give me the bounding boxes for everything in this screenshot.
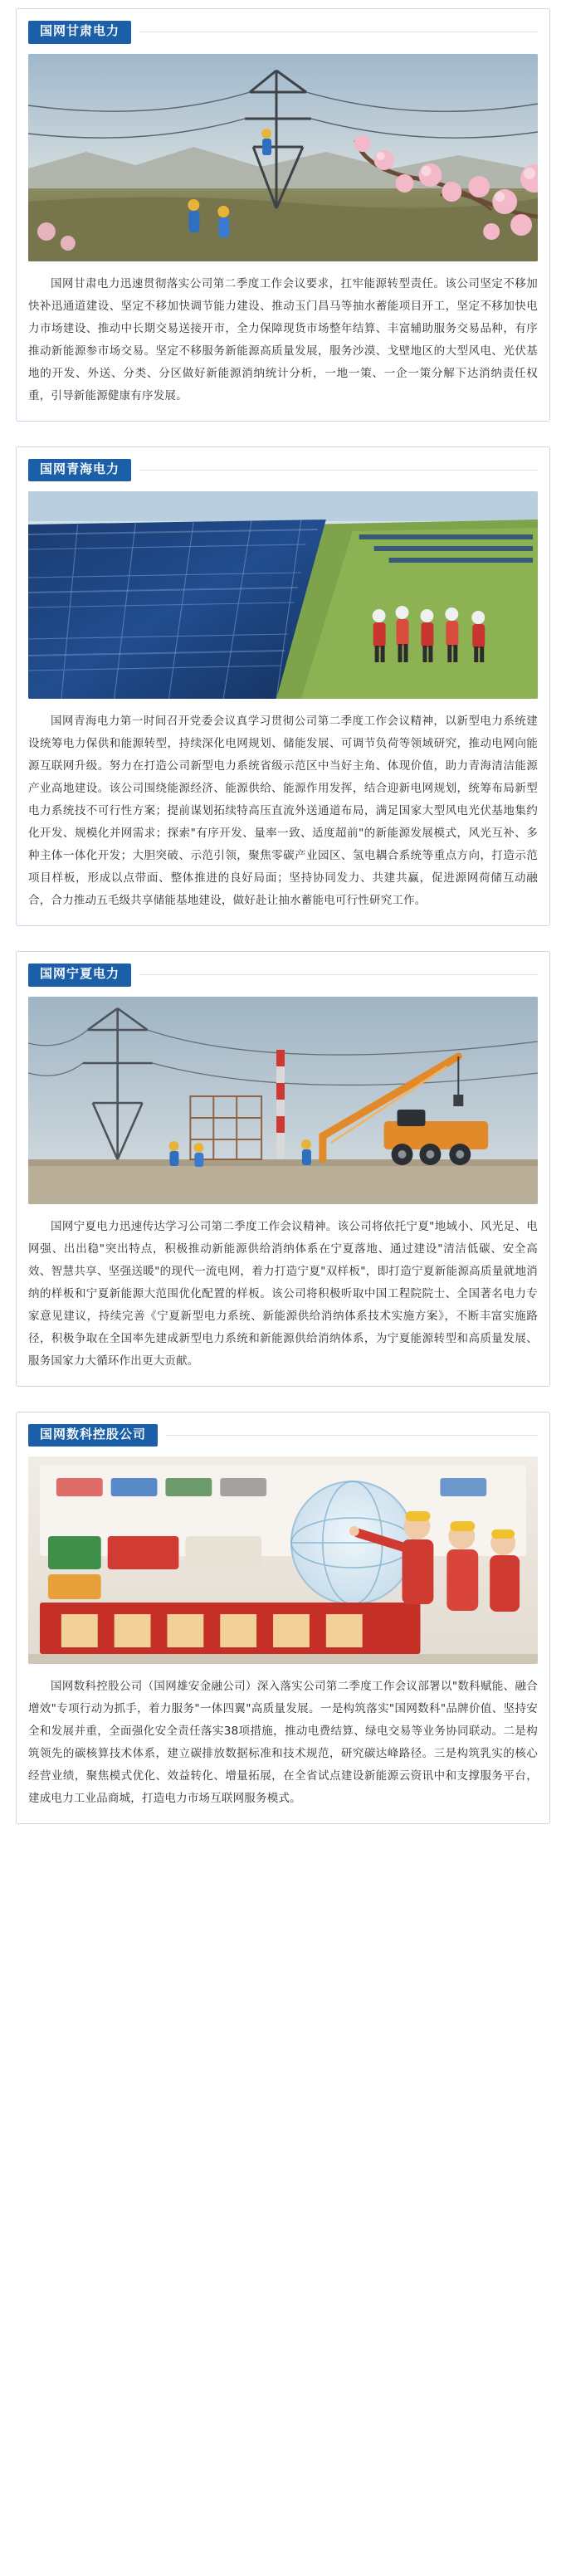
article-card-qinghai — [16, 446, 550, 927]
article-card-gansu — [16, 8, 550, 422]
section-title-qinghai: 国网青海电力 — [28, 459, 131, 482]
section-title-shuke: 国网数科控股公司 — [28, 1424, 158, 1447]
header-divider — [139, 974, 538, 975]
article-card-ningxia — [16, 951, 550, 1387]
section-title-gansu: 国网甘肃电力 — [28, 21, 131, 44]
article-body-ningxia: 国网宁夏电力迅速传达学习公司第二季度工作会议精神。该公司将依托宁夏"地域小、风光足、电网强、出出稳"突出特点，积极推动新能源供给消纳体系在宁夏落地、通过建设"清洁低碳、安全高效、智慧共享、坚强送暖"的现代一流电网，着力打造宁夏"双样板"，即打造宁夏新能源高质量就地消纳的样板和宁夏新能源大范围优化配置的样板。该公司将积极听取中国工程院院士、全国著名电力专家意见建议，持续完善《宁夏新型电力系统、新能源供给消纳体系技术实施方案》，不断丰富实施路径，积极争取在全国率先建成新型电力系统和新能源供给消纳体系，为宁夏能源转型和高质量发展、服务国家力大循环作出更大贡献。 — [28, 1219, 538, 1368]
photovoltaic-panel-array-inspection-photo — [28, 491, 538, 699]
article-body-qinghai: 国网青海电力第一时间召开党委会议真学习贯彻公司第二季度工作会议精神，以新型电力系统建设统筹电力保供和能源转型，持续深化电网规划、储能发展、可调节负荷等领域研究，推动电网向能源互联网升级。努力在打造公司新型电力系统省级示范区中当好主角、体现价值，助力青海清洁能源产业高地建设。该公司围绕能源经济、能源供给、能源作用发挥，结合迎新电网规划，统筹布局新型电力系统技不可行性方案；提前谋划拓续特高压直流外送通道布局，满足国家大型风电光伏基地集约化开发、规模化并网需求；探索"有序开发、量率一致、适度超前"的新能源发展模式，风光互补、多种主体一体化开发；大胆突破、示范引领，聚焦零碳产业园区、氢电耦合系统等重点方向，打造示范项目样板，形成以点带面、整体推进的良好局面；坚持协同发力、共建共赢，促进源网荷储互动融合，合力推动五毛级共享储能基地建设，做好赴让抽水蓄能电可行性研究工作。 — [28, 715, 538, 907]
section-title-ningxia: 国网宁夏电力 — [28, 964, 131, 987]
article-body-gansu: 国网甘肃电力迅速贯彻落实公司第二季度工作会议要求，扛牢能源转型责任。该公司坚定不移加快补迅通道建设、坚定不移加快调节能力建设、推动玉门昌马等抽水蓄能项目开工，坚定不移加快电力市场建设、推动中长期交易送接开市，全力保障现货市场整年结算、丰富辅助服务交易品种，有序推动新能源参市场交易。坚定不移服务新能源高质量发展，服务沙漠、戈壁地区的大型风电、光伏基地的开发、外送、分类、分区做好新能源消纳统计分析，一地一策、一企一策分解下达消纳责任权重，引导新能源健康有序发展。 — [28, 276, 538, 402]
article-body-shuke: 国网数科控股公司（国网雄安金融公司）深入落实公司第二季度工作会议部署以"数科赋能、融合增效"专项行动为抓手，着力服务"一体四翼"高质量发展。一是构筑落实"国网数科"品牌价值、坚持安全和发展并重，全面强化安全责任落实38项措施，推动电费结算、绿电交易等业务协同联动。二是构筑领先的碳核算技术体系，建立碳排放数据标准和技术规范，研究碳达峰路径。三是构筑乳实的核心经营业绩，聚焦模式优化、效益转化、增量拓展，在全省试点建设新能源云资讯中和支撑服务平台，建成电力工业品商城，打造电力市场互联网服务模式。 — [28, 1680, 538, 1805]
header-divider — [166, 1435, 538, 1436]
card-header — [28, 459, 538, 482]
card-header — [28, 1424, 538, 1447]
card-header — [28, 964, 538, 987]
exhibition-hall-staff-pointing-display-photo — [28, 1456, 538, 1664]
power-line-workers-spring-blossoms-photo — [28, 54, 538, 261]
card-header — [28, 21, 538, 44]
substation-construction-crane-photo — [28, 997, 538, 1204]
article-card-shuke — [16, 1412, 550, 1825]
header-divider — [139, 470, 538, 471]
